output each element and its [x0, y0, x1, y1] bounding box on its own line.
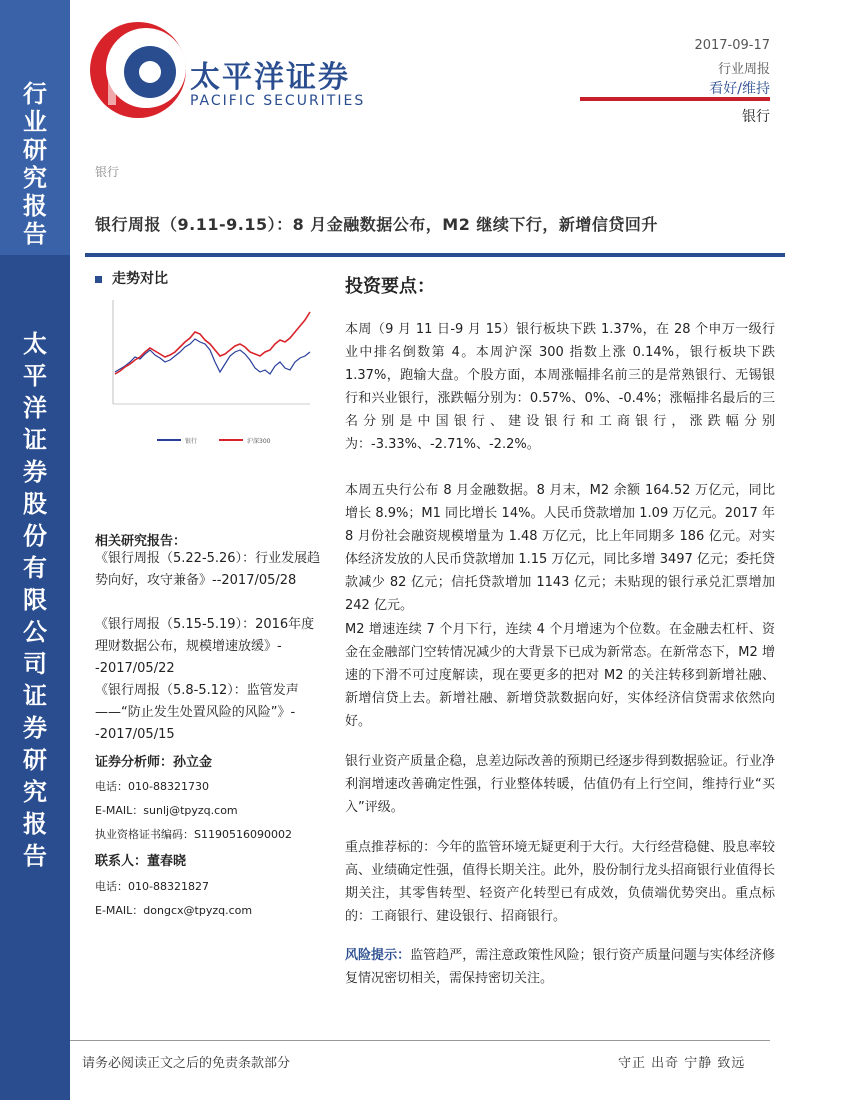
square-bullet-icon [95, 276, 102, 283]
trend-chart [85, 292, 325, 452]
report-title: 银行周报（9.11-9.15）：8 月金融数据公布，M2 继续下行，新增信贷回升 [95, 215, 658, 234]
risk-text: 监管趋严，需注意政策性风险；银行资产质量问题与实体经济修复情况密切相关，需保持密切关注。 [345, 948, 775, 986]
related-reports-heading: 相关研究报告： [95, 534, 187, 549]
contact-name: 联系人：董春晓 [95, 854, 187, 869]
industry-label: 银行 [742, 109, 770, 125]
footer-motto: 守正 出奇 宁静 致远 [618, 1056, 746, 1071]
related-report-item: 《银行周报（5.8-5.12）：监管发声——“防止发生处置风险的风险”》--2017/05/15 [95, 683, 299, 742]
risk-label: 风险提示： [345, 948, 411, 963]
investment-paragraph: 本周五央行公布 8 月金融数据。8 月末，M2 余额 164.52 万亿元，同比增长 8.9%；M1 同比增长 14%。人民币贷款增加 1.09 万亿元。2017 年 8 月份社会融资规模增量为 1.48 万亿元，比上年同期多 186 亿元。对实体经济发放的人民币贷款增加 1.15 万亿元，同比多增 3497 亿元；委托贷款减少 82 亿元；信托贷款增加 1143 亿元；未贴现的银行承兑汇票增加 242 亿元。 [345, 483, 775, 613]
brand-name-cn: 太平洋证券 [190, 60, 350, 95]
legend-label-1: 沪深300 [247, 438, 271, 445]
series-line-1 [115, 312, 310, 374]
analyst-email: E-MAIL：sunlj@tpyzq.com [95, 804, 238, 817]
footer-divider [70, 1040, 770, 1041]
investment-paragraph: M2 增速连续 7 个月下行，连续 4 个月增速为个位数。在金融去杠杆、资金在金融部门空转情况减少的大背景下已成为新常态。在新常态下，M2 增速的下滑不可过度解读，现在要更多的把对 M2 的关注转移到新增社融、新增信贷上去。新增社融、新增贷款数据向好，实体经济信贷需求依然向好。 [345, 622, 775, 729]
investment-paragraph: 银行业资产质量企稳，息差边际改善的预期已经逐步得到数据验证。行业净利润增速改善确定性强，行业整体转暖，估值仍有上行空间，维持行业“买入”评级。 [345, 754, 775, 815]
investment-heading: 投资要点： [345, 276, 435, 297]
analyst-cert: 执业资格证书编码：S1190516090002 [95, 828, 292, 841]
risk-warning [345, 944, 775, 990]
contact-phone: 电话：010-88321827 [95, 880, 209, 893]
report-date: 2017-09-17 [694, 38, 770, 53]
related-report-item: 《银行周报（5.15-5.19）：2016年度理财数据公布，规模增速放缓》--2017/05/22 [95, 617, 315, 676]
title-divider [85, 253, 785, 257]
rating-divider [580, 97, 770, 101]
analyst-phone: 电话：010-88321730 [95, 780, 209, 793]
legend-label-0: 银行 [185, 438, 198, 445]
industry-small-label: 银行 [95, 165, 120, 179]
related-report-item: 《银行周报（5.22-5.26）：行业发展趋势向好，攻守兼备》--2017/05/28 [95, 551, 321, 588]
brand-name-en: PACIFIC SECURITIES [190, 93, 366, 109]
trend-heading: 走势对比 [95, 268, 168, 288]
contact-email: E-MAIL：dongcx@tpyzq.com [95, 904, 253, 917]
rating: 看好/维持 [709, 81, 770, 97]
series-line-0 [115, 339, 310, 374]
analyst-name: 证券分析师：孙立金 [95, 755, 213, 770]
investment-paragraph: 本周（9 月 11 日-9 月 15）银行板块下跌 1.37%，在 28 个申万一级行业中排名倒数第 4。本周沪深 300 指数上涨 0.14%，银行板块下跌 1.37%，跑输大盘。个股方面，本周涨幅排名前三的是常熟银行、无锡银行和兴业银行，涨跌幅分别为：0.57%、0%、-0.4%；涨幅排名最后的三名分别是中国银行、建设银行和工商银行，涨跌幅分别为：-3.33%、-2.71%、-2.2%。 [345, 322, 775, 452]
investment-paragraph: 重点推荐标的：今年的监管环境无疑更利于大行。大行经营稳健、股息率较高、业绩确定性强，值得长期关注。此外，股份制行龙头招商银行业值得长期关注，其零售转型、轻资产化转型已有成效，负债端优势突出。重点标的：工商银行、建设银行、招商银行。 [345, 840, 775, 924]
sidebar-company-label: 太平洋证券股份有限公司证券研究报告 [23, 330, 47, 870]
footer-disclaimer: 请务必阅读正文之后的免责条款部分 [82, 1056, 291, 1071]
sidebar-report-label: 行业研究报告 [23, 80, 47, 248]
company-logo-icon [88, 20, 188, 120]
report-type: 行业周报 [717, 62, 770, 77]
